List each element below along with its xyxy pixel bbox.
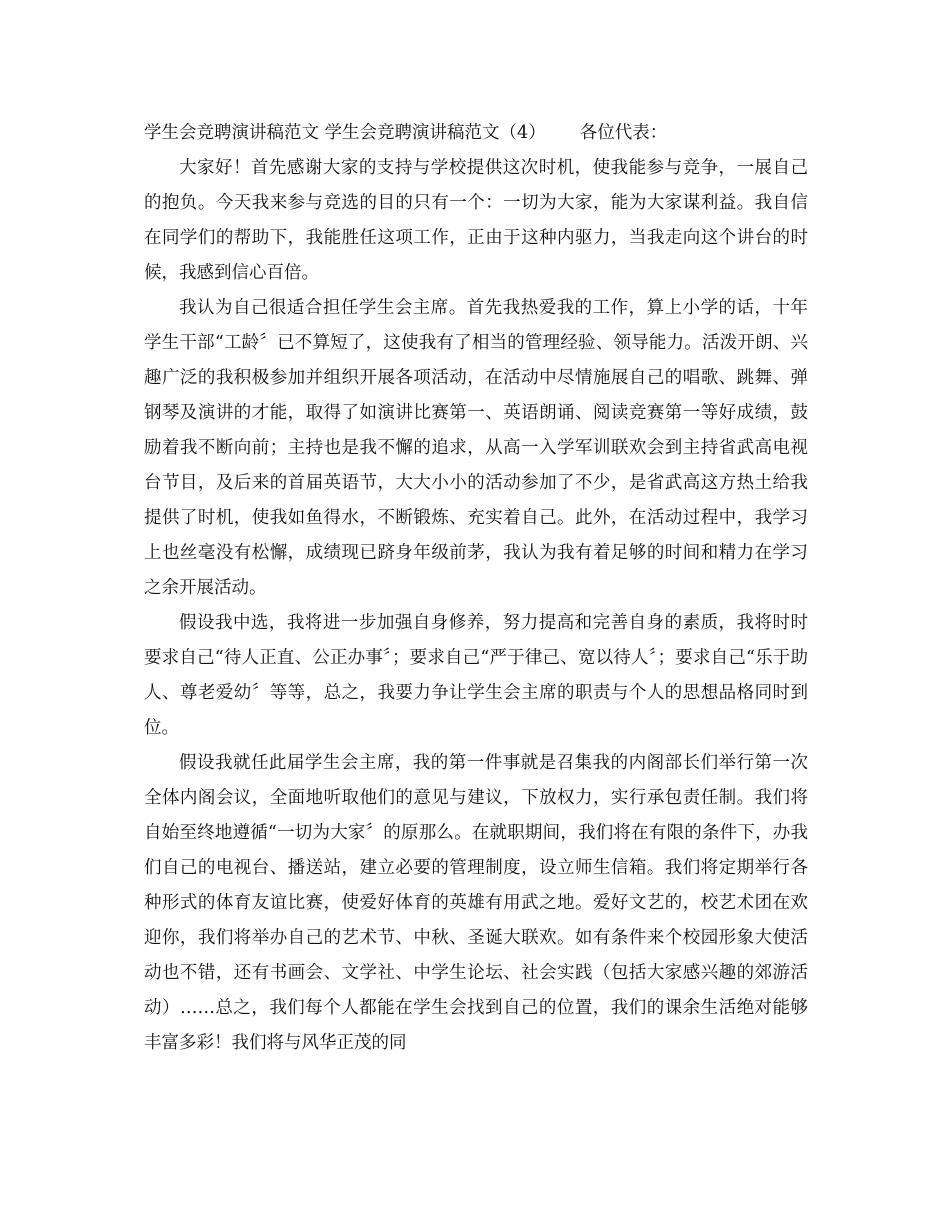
title-line xyxy=(144,116,808,151)
salutation: 各位代表： xyxy=(579,123,668,143)
paragraph-1: 大家好！首先感谢大家的支持与学校提供这次时机，使我能参与竞争，一展自己的抱负。今天我来参与竞选的目的只有一个：一切为大家，能为大家谋利益。我自信在同学们的帮助下，我能胜任这项工作，正由于这种内驱力，当我走向这个讲台的时候，我感到信心百倍。 xyxy=(144,158,808,283)
paragraph-3: 假设我中选，我将进一步加强自身修养，努力提高和完善自身的素质，我将时时要求自己“待人正直、公正办事〞；要求自己“严于律己、宽以待人〞；要求自己“乐于助人、尊老爱幼〞等等，总之，我要力争让学生会主席的职责与个人的思想品格同时到位。 xyxy=(144,613,808,738)
paragraph-2: 我认为自己很适合担任学生会主席。首先我热爱我的工作，算上小学的话，十年学生干部“工龄〞已不算短了，这使我有了相当的管理经验、领导能力。活泼开朗、兴趣广泛的我积极参加并组织开展各项活动，在活动中尽情施展自己的唱歌、跳舞、弹钢琴及演讲的才能，取得了如演讲比赛第一、英语朗诵、阅读竞赛第一等好成绩，鼓励着我不断向前；主持也是我不懈的追求，从高一入学军训联欢会到主持省武高电视台节目，及后来的首届英语节，大大小小的活动参加了不少，是省武高这方热土给我提供了时机，使我如鱼得水，不断锻炼、充实着自己。此外，在活动过程中，我学习上也丝毫没有松懈，成绩现已跻身年级前茅，我认为我有着足够的时间和精力在学习之余开展活动。 xyxy=(144,298,808,598)
paragraph-4: 假设我就任此届学生会主席，我的第一件事就是召集我的内阁部长们举行第一次全体内阁会议，全面地听取他们的意见与建议，下放权力，实行承包责任制。我们将自始至终地遵循“一切为大家〞的原那么。在就职期间，我们将在有限的条件下，办我们自己的电视台、播送站，建立必要的管理制度，设立师生信箱。我们将定期举行各种形式的体育友谊比赛，使爱好体育的英雄有用武之地。爱好文艺的，校艺术团在欢迎你，我们将举办自己的艺术节、中秋、圣诞大联欢。如有条件来个校园形象大使活动也不错，还有书画会、文学社、中学生论坛、社会实践（包括大家感兴趣的郊游活动）……总之，我们每个人都能在学生会找到自己的位置，我们的课余生活绝对能够丰富多彩！我们将与风华正茂的同 xyxy=(144,753,808,1053)
document-page xyxy=(144,116,808,1061)
document-title: 学生会竞聘演讲稿范文 学生会竞聘演讲稿范文（4） xyxy=(144,123,546,143)
